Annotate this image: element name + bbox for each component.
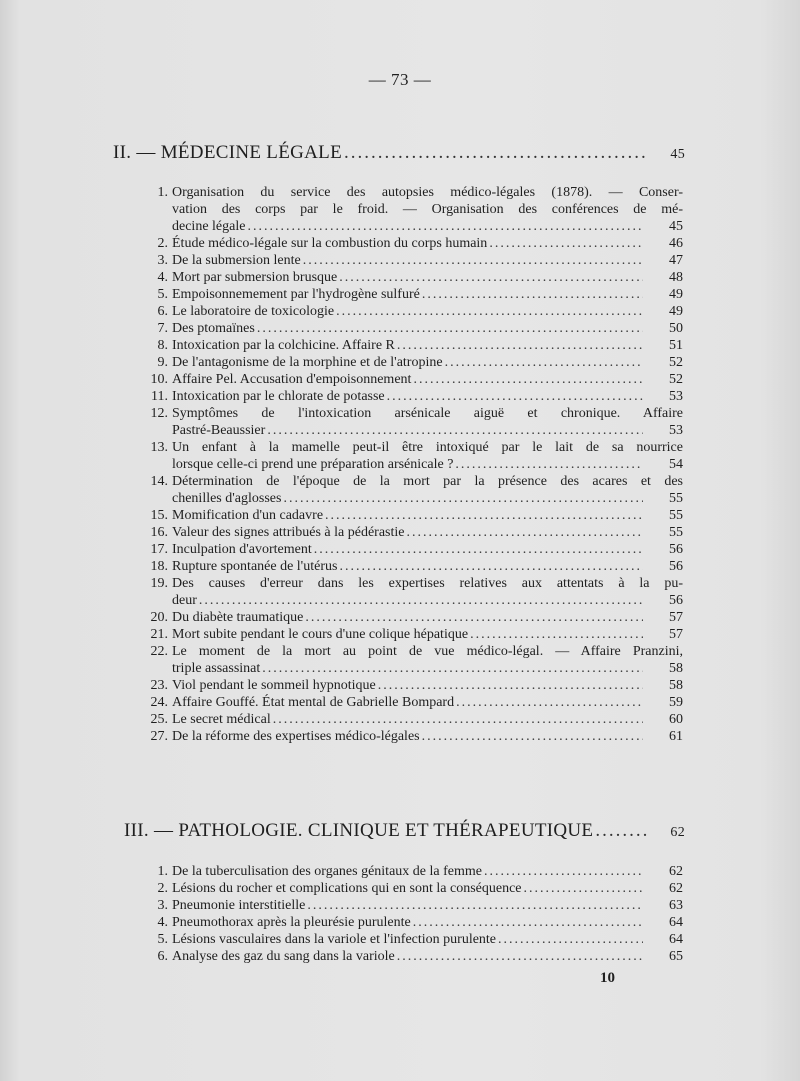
- entry-last-line: [172, 711, 683, 728]
- dot-leader: [257, 320, 643, 337]
- toc-entry: [138, 728, 683, 745]
- entry-last-line: [172, 897, 683, 914]
- entry-last-line: [172, 626, 683, 643]
- dot-leader: [314, 541, 643, 558]
- entry-number: 24.: [150, 695, 168, 710]
- entry-title: De la submersion lente: [172, 253, 301, 268]
- dot-leader: [595, 820, 647, 842]
- dot-leader: [273, 711, 643, 728]
- toc-entry: [138, 931, 683, 948]
- entry-number: 21.: [150, 627, 168, 642]
- dot-leader: [397, 948, 643, 965]
- entry-last-line: [172, 558, 683, 575]
- toc-entry: [138, 303, 683, 320]
- entry-page: 61: [669, 729, 683, 744]
- entry-title: Valeur des signes attribués à la pédérastie: [172, 525, 405, 540]
- entry-number: 19.: [150, 576, 168, 591]
- entry-number: 16.: [150, 525, 168, 540]
- dot-leader: [470, 626, 643, 643]
- entry-page: 55: [669, 508, 683, 523]
- toc-entry: [138, 541, 683, 558]
- entry-number: 25.: [150, 712, 168, 727]
- dot-leader: [303, 252, 643, 269]
- entry-last-line: [172, 252, 683, 269]
- entry-page: 51: [669, 338, 683, 353]
- entry-last-line: [172, 948, 683, 965]
- toc-entry: [138, 897, 683, 914]
- entry-number: 3.: [157, 898, 168, 913]
- entry-last-line: [172, 694, 683, 711]
- dot-leader: [456, 694, 643, 711]
- entry-title: Mort subite pendant le cours d'une colique hépatique: [172, 627, 469, 642]
- section-heading-medecine-legale: [113, 142, 685, 164]
- entry-last-line: [172, 303, 683, 320]
- entry-last-line: [172, 337, 683, 354]
- entry-page: 55: [669, 491, 683, 506]
- toc-entry: [138, 252, 683, 269]
- toc-entry: [138, 711, 683, 728]
- toc-entry: [138, 184, 683, 235]
- entry-number: 12.: [150, 406, 168, 421]
- toc-entry: [138, 286, 683, 303]
- entry-number: 27.: [150, 729, 168, 744]
- dot-leader: [484, 863, 643, 880]
- entry-page: 55: [669, 525, 683, 540]
- entry-last-line: [172, 388, 683, 405]
- entry-page: 56: [669, 593, 683, 608]
- entry-last-line: [172, 863, 683, 880]
- entry-number: 5.: [157, 932, 168, 947]
- entry-title: chenilles d'aglosses: [172, 491, 282, 506]
- entry-last-line: [172, 320, 683, 337]
- dot-leader: [406, 524, 643, 541]
- dot-leader: [413, 371, 643, 388]
- signature-mark: 10: [600, 970, 615, 986]
- section-page: 62: [670, 825, 685, 840]
- dot-leader: [489, 235, 643, 252]
- toc-entry: [138, 320, 683, 337]
- entry-title: Le secret médical: [172, 712, 271, 727]
- entry-number: 3.: [157, 253, 168, 268]
- entry-title: Des ptomaïnes: [172, 321, 255, 336]
- dot-leader: [524, 880, 643, 897]
- entry-page: 49: [669, 287, 683, 302]
- entry-title: Lésions vasculaires dans la variole et l'infection purulente: [172, 932, 497, 947]
- entry-text-line: Un enfant à la mamelle peut-il être intoxiqué par le lait de sa nourrice: [172, 440, 683, 455]
- entry-page: 65: [669, 949, 683, 964]
- toc-entry: [138, 405, 683, 439]
- dot-leader: [387, 388, 643, 405]
- dot-leader: [413, 914, 643, 931]
- entry-page: 46: [669, 236, 683, 251]
- entry-number: 7.: [157, 321, 168, 336]
- entry-last-line: [172, 728, 683, 745]
- entry-title: Inculpation d'avortement: [172, 542, 312, 557]
- toc-entry: [138, 524, 683, 541]
- entry-title: De l'antagonisme de la morphine et de l'atropine: [172, 355, 443, 370]
- entry-page: 59: [669, 695, 683, 710]
- entry-number: 18.: [150, 559, 168, 574]
- entry-text-line: Symptômes de l'intoxication arsénicale aiguë et chronique. Affaire: [172, 406, 683, 421]
- dot-leader: [422, 728, 643, 745]
- section-page: 45: [670, 147, 685, 162]
- toc-entry: [138, 948, 683, 965]
- entry-last-line: [172, 235, 683, 252]
- entry-number: 2.: [157, 881, 168, 896]
- entry-last-line: [172, 507, 683, 524]
- dot-leader: [262, 660, 643, 677]
- toc-entry: [138, 677, 683, 694]
- entry-title: De la réforme des expertises médico-légales: [172, 729, 420, 744]
- entry-title: lorsque celle-ci prend une préparation arsénicale ?: [172, 457, 454, 472]
- entry-title: Pneumothorax après la pleurésie purulente: [172, 915, 411, 930]
- entry-number: 8.: [157, 338, 168, 353]
- entry-last-line: [172, 914, 683, 931]
- entry-page: 52: [669, 372, 683, 387]
- dot-leader: [455, 456, 643, 473]
- toc-entry: [138, 558, 683, 575]
- entry-title: Affaire Pel. Accusation d'empoisonnement: [172, 372, 412, 387]
- entry-page: 62: [669, 864, 683, 879]
- entry-number: 6.: [157, 949, 168, 964]
- section-title: III. — PATHOLOGIE. CLINIQUE ET THÉRAPEUTIQUE: [124, 820, 594, 841]
- entry-last-line: [172, 609, 683, 626]
- entry-number: 13.: [150, 440, 168, 455]
- toc-entry: [138, 371, 683, 388]
- entry-last-line: [172, 660, 683, 677]
- entry-title: Momification d'un cadavre: [172, 508, 324, 523]
- entry-last-line: [172, 931, 683, 948]
- entry-page: 56: [669, 542, 683, 557]
- entry-number: 1.: [157, 864, 168, 879]
- dot-leader: [325, 507, 643, 524]
- entry-number: 17.: [150, 542, 168, 557]
- entry-title: Du diabète traumatique: [172, 610, 304, 625]
- entry-title: Étude médico-légale sur la combustion du corps humain: [172, 236, 488, 251]
- entry-number: 5.: [157, 287, 168, 302]
- toc-entry: [138, 914, 683, 931]
- entry-page: 54: [669, 457, 683, 472]
- toc-entry: [138, 507, 683, 524]
- entry-number: 2.: [157, 236, 168, 251]
- toc-entry: [138, 235, 683, 252]
- dot-leader: [336, 303, 643, 320]
- entry-page: 57: [669, 610, 683, 625]
- dot-leader: [247, 218, 643, 235]
- entry-number: 1.: [157, 185, 168, 200]
- dot-leader: [339, 269, 643, 286]
- toc-entry: [138, 269, 683, 286]
- entry-page: 56: [669, 559, 683, 574]
- entry-last-line: [172, 269, 683, 286]
- section-entries-pathologie: [138, 863, 683, 965]
- entry-title: triple assassinat: [172, 661, 261, 676]
- entry-title: De la tuberculisation des organes génitaux de la femme: [172, 864, 482, 879]
- entry-number: 6.: [157, 304, 168, 319]
- entry-last-line: [172, 677, 683, 694]
- entry-number: 20.: [150, 610, 168, 625]
- entry-last-line: [172, 456, 683, 473]
- entry-title: Mort par submersion brusque: [172, 270, 338, 285]
- dot-leader: [339, 558, 643, 575]
- entry-page: 47: [669, 253, 683, 268]
- toc-entry: [138, 609, 683, 626]
- entry-title: Affaire Gouffé. État mental de Gabrielle Bompard: [172, 695, 455, 710]
- toc-entry: [138, 388, 683, 405]
- entry-title: Lésions du rocher et complications qui en sont la conséquence: [172, 881, 522, 896]
- entry-page: 48: [669, 270, 683, 285]
- toc-entry: [138, 575, 683, 609]
- entry-last-line: [172, 422, 683, 439]
- dot-leader: [397, 337, 643, 354]
- entry-page: 60: [669, 712, 683, 727]
- entry-number: 14.: [150, 474, 168, 489]
- toc-entry: [138, 863, 683, 880]
- entry-last-line: [172, 354, 683, 371]
- entry-number: 23.: [150, 678, 168, 693]
- dot-leader: [378, 677, 643, 694]
- entry-last-line: [172, 286, 683, 303]
- entry-title: Rupture spontanée de l'utérus: [172, 559, 338, 574]
- entry-page: 52: [669, 355, 683, 370]
- dot-leader: [199, 592, 643, 609]
- entry-text-line: Le moment de la mort au point de vue médico-légal. — Affaire Pranzini,: [172, 644, 683, 659]
- section-title: II. — MÉDECINE LÉGALE: [113, 142, 342, 163]
- entry-page: 53: [669, 389, 683, 404]
- dot-leader: [283, 490, 643, 507]
- entry-last-line: [172, 218, 683, 235]
- entry-number: 10.: [150, 372, 168, 387]
- entry-number: 22.: [150, 644, 168, 659]
- entry-title: Intoxication par le chlorate de potasse: [172, 389, 385, 404]
- dot-leader: [422, 286, 643, 303]
- entry-title: decine légale: [172, 219, 246, 234]
- entry-page: 45: [669, 219, 683, 234]
- dot-leader: [267, 422, 643, 439]
- toc-entry: [138, 694, 683, 711]
- entry-page: 63: [669, 898, 683, 913]
- entry-title: Le laboratoire de toxicologie: [172, 304, 335, 319]
- dot-leader: [305, 609, 643, 626]
- dot-leader: [498, 931, 643, 948]
- entry-number: 11.: [151, 389, 168, 404]
- entry-title: Intoxication par la colchicine. Affaire R: [172, 338, 395, 353]
- toc-entry: [138, 880, 683, 897]
- entry-text-line: Des causes d'erreur dans les expertises relatives aux attentats à la pu-: [172, 576, 683, 591]
- entry-text-line: Organisation du service des autopsies médico-légales (1878). — Conser-: [172, 185, 683, 200]
- entry-last-line: [172, 880, 683, 897]
- entry-text-line: Détermination de l'époque de la mort par la présence des acares et des: [172, 474, 683, 489]
- toc-entry: [138, 626, 683, 643]
- entry-number: 4.: [157, 915, 168, 930]
- toc-entry: [138, 473, 683, 507]
- entry-last-line: [172, 524, 683, 541]
- entry-page: 64: [669, 915, 683, 930]
- entry-page: 53: [669, 423, 683, 438]
- section-entries-medecine-legale: [138, 184, 683, 745]
- entry-text-line: vation des corps par le froid. — Organisation des conférences de mé-: [172, 202, 683, 217]
- entry-title: Pneumonie interstitielle: [172, 898, 306, 913]
- entry-last-line: [172, 592, 683, 609]
- entry-page: 58: [669, 661, 683, 676]
- dot-leader: [307, 897, 643, 914]
- entry-title: Analyse des gaz du sang dans la variole: [172, 949, 395, 964]
- entry-last-line: [172, 541, 683, 558]
- entry-last-line: [172, 371, 683, 388]
- entry-last-line: [172, 490, 683, 507]
- section-heading-pathologie: [124, 820, 685, 842]
- dot-leader: [445, 354, 643, 371]
- entry-page: 64: [669, 932, 683, 947]
- entry-title: Viol pendant le sommeil hypnotique: [172, 678, 376, 693]
- toc-entry: [138, 643, 683, 677]
- entry-number: 9.: [157, 355, 168, 370]
- entry-number: 15.: [150, 508, 168, 523]
- page-number: — 73 —: [368, 70, 432, 89]
- entry-page: 57: [669, 627, 683, 642]
- entry-number: 4.: [157, 270, 168, 285]
- dot-leader: [344, 142, 647, 164]
- toc-entry: [138, 337, 683, 354]
- toc-entry: [138, 354, 683, 371]
- entry-title: Empoisonnemement par l'hydrogène sulfuré: [172, 287, 420, 302]
- entry-page: 49: [669, 304, 683, 319]
- entry-title: deur: [172, 593, 197, 608]
- entry-page: 62: [669, 881, 683, 896]
- toc-entry: [138, 439, 683, 473]
- entry-title: Pastré-Beaussier: [172, 423, 266, 438]
- entry-page: 50: [669, 321, 683, 336]
- entry-page: 58: [669, 678, 683, 693]
